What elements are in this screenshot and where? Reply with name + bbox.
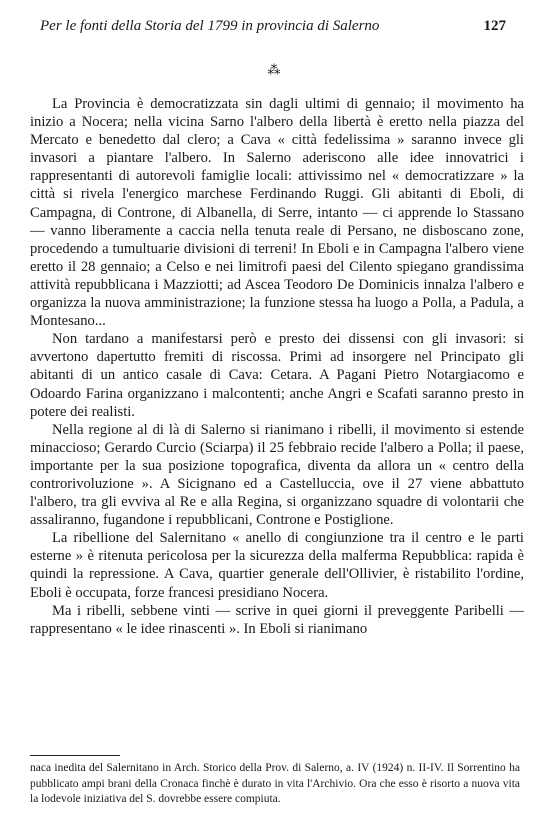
paragraph: Ma i ribelli, sebbene vinti — scrive in quei giorni il preveggente Paribelli — rappresentano « le idee rinascenti ». In Eboli si rianimano [30, 602, 524, 637]
body-text [30, 95, 524, 638]
paragraph: Non tardano a manifestarsi però e presto dei dissensi con gli invasori: si avvertono dapertutto fremiti di riscossa. Primi ad insorgere nel Principato gli abitanti di un antico casale di Cava: Cetara. A Pagani Pietro Notargiacomo e Odoardo Farina organizzano i malcontenti; anche Angri e Scafati saranno presto in potere dei realisti. [30, 331, 524, 420]
paragraph: Nella regione al di là di Salerno si rianimano i ribelli, il movimento si estende minaccioso; Gerardo Curcio (Sciarpa) il 25 febbraio recide l'albero a Polla; il paese, importante per la sua posizione topografica, diventa da allora un « centro della controrivoluzione ». A Sicignano ed a Castelluccia, ove il 27 viene abbattuto l'albero, tra gli evviva al Re e alla Regina, si organizzano squadre di volontarii che assaliranno, fugandone i repubblicani, Controne e Postiglione. [30, 421, 524, 529]
footnote: naca inedita del Salernitano in Arch. Storico della Prov. di Salerno, a. IV (1924) n. II-IV. Il Sorrentino ha pubblicato ampi brani della Cronaca finchè è durato in vita l'Archivio. Ora che esso è risorto a nuova vita la lodevole iniziativa del S. dovrebbe essere compiuta. [30, 762, 520, 805]
footnote-rule [30, 755, 120, 756]
paragraph: La ribellione del Salernitano « anello di congiunzione tra il centro e le parti esterne » è ritenuta pericolosa per la sicurezza della malferma Repubblica: rapida è quindi la repressione. A Cava, quartier generale dell'Ollivier, è ristabilito l'ordine, Eboli è occupata, forze francesi presidiano Nocera. [30, 530, 524, 601]
page-number: 127 [483, 18, 506, 34]
running-header [40, 18, 506, 35]
running-title: Per le fonti della Storia del 1799 in provincia di Salerno [40, 18, 380, 34]
paragraph: La Provincia è democratizzata sin dagli ultimi di gennaio; il movimento ha inizio a Nocera; nella vicina Sarno l'albero della libertà è eretto nella piazza del Mercato e benedetto dal clero; a Cava « città fedelissima » saranno invece gli invasori a piantare l'albero. In Salerno aderiscono alle idee innovatrici i rappresentanti di autorevoli famiglie locali: attivissimo nel « democratizzare » la città si rivela l'energico marchese Ferdinando Ruggi. Gli abitanti di Eboli, di Campagna, di Controne, di Albanella, di Serre, intanto — ci apprende lo Stassano — vanno liberamente a caccia nella tenuta reale di Persano, ne disboscano zone, procedendo a tumultuarie divisioni di terreni! In Eboli e in Campagna l'albero viene eretto il 28 gennaio; a Celso e nei limitrofi paesi del Cilento spiegano grandissima attività repubblicana i Mazziotti; ad Ascea Teodoro De Dominicis innalza l'albero e organizza la nuova amministrazione; la funzione stessa ha luogo a Polla, a Padula, a Montesano... [30, 96, 524, 330]
asterism-ornament: ⁂ [267, 63, 283, 78]
